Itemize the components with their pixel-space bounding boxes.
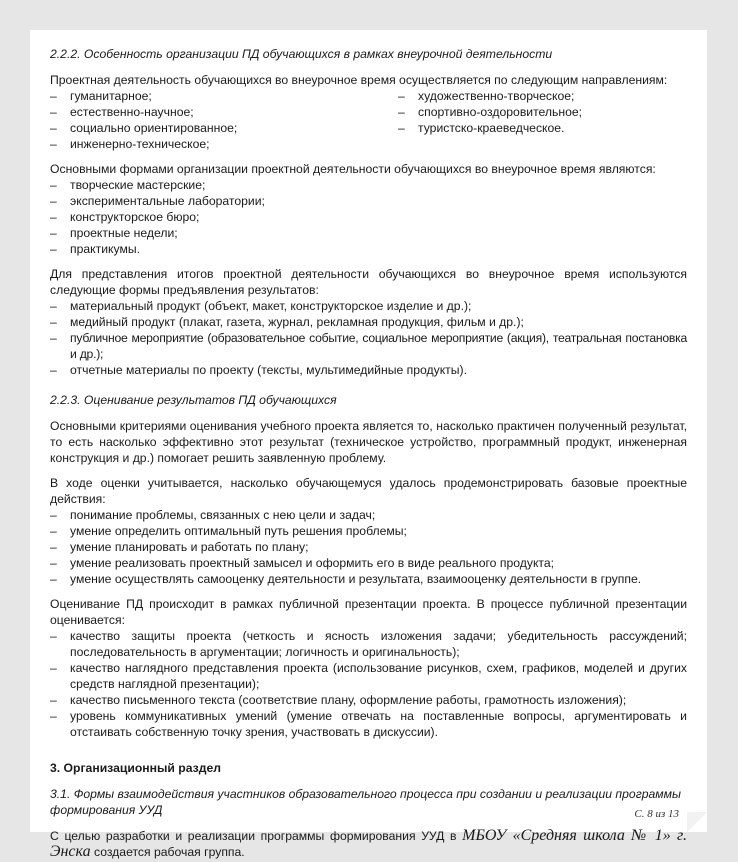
list-item: – практикумы. <box>50 241 687 257</box>
section-3-1-heading: 3.1. Формы взаимодействия участников образовательного процесса при создании и реализации программы формирования УУД <box>50 787 681 817</box>
list-item: – уровень коммуникативных умений (умение отвечать на поставленные вопросы, аргументировать и отстаивать собственную точку зрения, участвовать в дискуссии). <box>50 708 687 740</box>
list-item: – умение определить оптимальный путь решения проблемы; <box>50 523 687 539</box>
list-item: – проектные недели; <box>50 225 687 241</box>
page-corner-fold <box>687 812 707 832</box>
criteria-paragraph: Основными критериями оценивания учебного проекта является то, насколько практичен полученный результат, то есть насколько эффективно этот результат (техническое устройство, программный продукт, инженерная конструкция и др.) помогает решить заявленную проблему. <box>50 419 687 465</box>
eval-list <box>50 628 687 740</box>
consider-intro: В ходе оценки учитывается, насколько обучающемуся удалось продемонстрировать базовые проектные действия: <box>50 476 687 506</box>
directions-list-right <box>398 88 687 152</box>
document-page <box>30 30 707 860</box>
list-item: – художественно-творческое; <box>398 88 687 104</box>
list-item: – умение осуществлять самооценку деятельности и результата, взаимооценку деятельности в группе. <box>50 571 687 587</box>
list-item: – умение реализовать проектный замысел и оформить его в виде реального продукта; <box>50 555 687 571</box>
list-item: – качество письменного текста (соответствие плану, оформление работы, грамотность изложения); <box>50 692 687 708</box>
directions-list-left <box>50 88 398 152</box>
list-item: – творческие мастерские; <box>50 177 687 193</box>
results-intro: Для представления итогов проектной деятельности обучающихся во внеурочное время используются следующие формы предъявления результатов: <box>50 267 687 297</box>
eval-intro: Оценивание ПД происходит в рамках публичной презентации проекта. В процессе публичной презентации оценивается: <box>50 597 687 627</box>
list-item: – социально ориентированное; <box>50 120 398 136</box>
list-item: – экспериментальные лаборатории; <box>50 193 687 209</box>
section-3-heading: 3. Организационный раздел <box>50 761 221 775</box>
list-item: – медийный продукт (плакат, газета, журнал, рекламная продукция, фильм и др.); <box>50 314 687 330</box>
list-item: – конструкторское бюро; <box>50 209 687 225</box>
page-number: С. 8 из 13 <box>634 808 679 820</box>
list-item: – спортивно-оздоровительное; <box>398 104 687 120</box>
forms-list <box>50 177 687 257</box>
list-item: – умение планировать и работать по плану; <box>50 539 687 555</box>
directions-columns <box>50 88 687 152</box>
list-item: – гуманитарное; <box>50 88 398 104</box>
text-before: С целью разработки и реализации программы формирования УУД в <box>50 829 463 843</box>
text-after: создается рабочая группа. <box>90 845 245 859</box>
forms-intro: Основными формами организации проектной деятельности обучающихся во внеурочное время являются: <box>50 162 656 176</box>
list-item: – отчетные материалы по проекту (тексты, мультимедийные продукты). <box>50 362 687 378</box>
consider-list <box>50 507 687 587</box>
directions-intro: Проектная деятельность обучающихся во внеурочное время осуществляется по следующим направлениям: <box>50 73 668 87</box>
working-group-paragraph <box>50 828 687 860</box>
list-item: – материальный продукт (объект, макет, конструкторское изделие и др.); <box>50 298 687 314</box>
section-2-2-3-heading: 2.2.3. Оценивание результатов ПД обучающихся <box>50 393 337 407</box>
list-item: – понимание проблемы, связанных с нею цели и задач; <box>50 507 687 523</box>
list-item: – туристско-краеведческое. <box>398 120 687 136</box>
results-list <box>50 298 687 378</box>
list-item: – качество наглядного представления проекта (использование рисунков, схем, графиков, моделей и других средств наглядной презентации); <box>50 660 687 692</box>
list-item: – публичное мероприятие (образовательное событие, социальное мероприятие (акция), театральная постановка и др.); <box>50 330 687 362</box>
list-item: – инженерно-техническое; <box>50 136 398 152</box>
section-2-2-2-heading: 2.2.2. Особенность организации ПД обучающихся в рамках внеурочной деятельности <box>50 47 553 61</box>
school-name: МБОУ «Средняя школа № 1» г. Энска <box>50 827 687 860</box>
list-item: – качество защиты проекта (четкость и ясность изложения задачи; убедительность рассуждений; последовательность в аргументации; логичность и оригинальность); <box>50 628 687 660</box>
list-item: – естественно-научное; <box>50 104 398 120</box>
